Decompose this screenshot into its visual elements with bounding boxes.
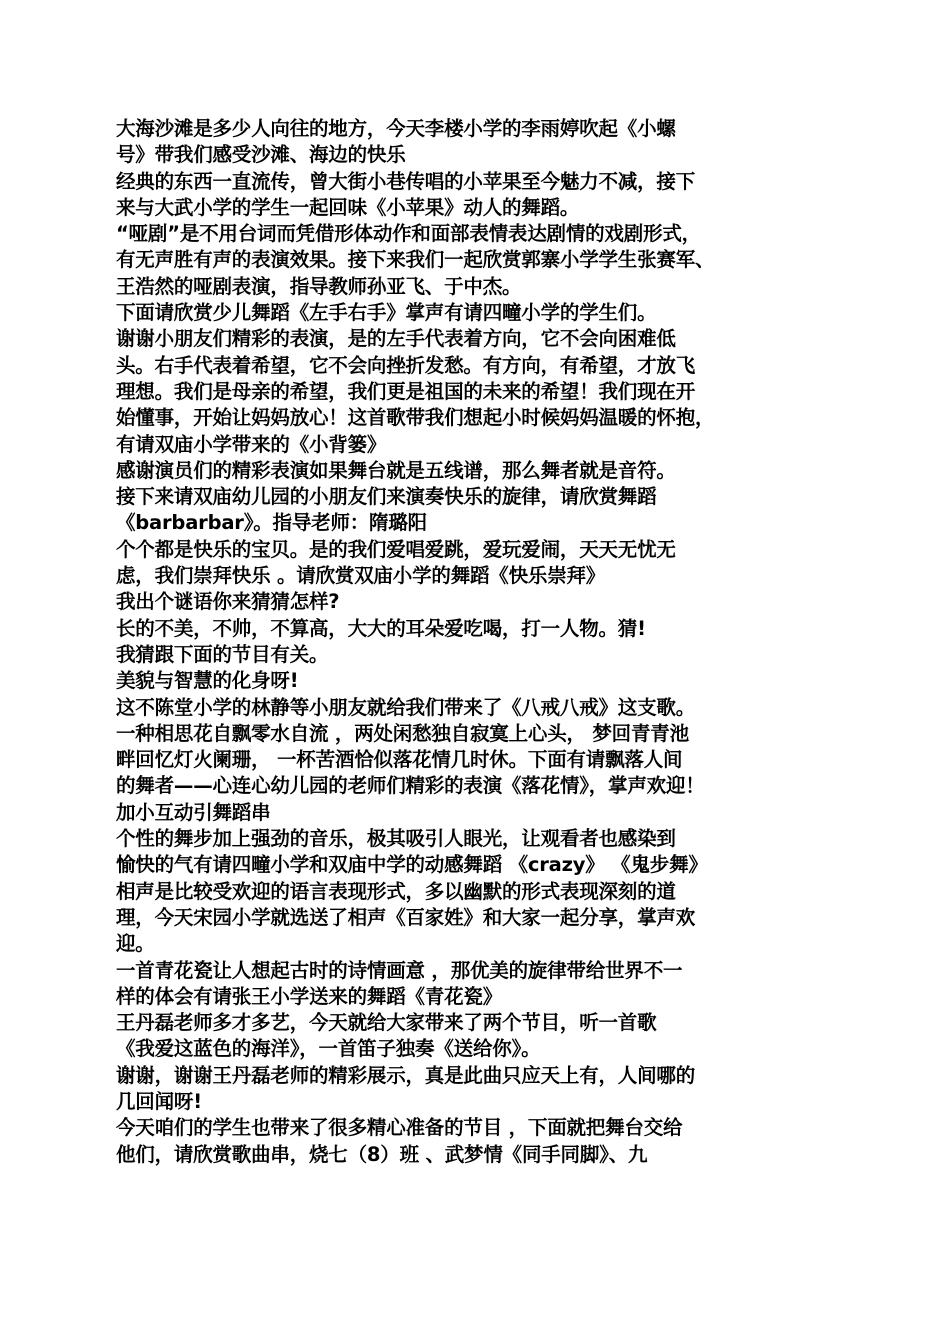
text-line: 个性的舞步加上强劲的音乐，极其吸引人眼光，让观看者也感染到: [116, 827, 676, 851]
text-line: 有请双庙小学带来的《小背篓》: [116, 432, 387, 456]
text-line: 我猜跟下面的节目有关。: [116, 642, 329, 666]
text-line: 号》带我们感受沙滩、海边的快乐: [116, 143, 406, 167]
text-line: 有无声胜有声的表演效果。接下来我们一起欣赏郭寨小学学生张赛军、: [116, 248, 715, 272]
text-line: 相声是比较受欢迎的语言表现形式，多以幽默的形式表现深刻的道: [116, 879, 676, 903]
text-line: 今天咱们的学生也带来了很多精心准备的节目 ，下面就把舞台交给: [116, 1116, 683, 1140]
text-line: 我出个谜语你来猜猜怎样?: [116, 590, 340, 614]
text-line: 加小互动引舞蹈串: [116, 800, 271, 824]
text-line: 的舞者——心连心幼儿园的老师们精彩的表演《落花情》，掌声欢迎！: [116, 774, 705, 798]
text-line: 几回闻呀!: [116, 1089, 202, 1113]
text-line: 《barbarbar》。指导老师：隋璐阳: [116, 511, 427, 535]
text-line: 经典的东西一直流传，曾大街小巷传唱的小苹果至今魅力不减，接下: [116, 169, 696, 193]
text-line: 头。右手代表着希望，它不会向挫折发愁。有方向，有希望，才放飞: [116, 353, 696, 377]
text-line: 样的体会有请张王小学送来的舞蹈《青花瓷》: [116, 984, 503, 1008]
text-line: 接下来请双庙幼儿园的小朋友们来演奏快乐的旋律，请欣赏舞蹈: [116, 485, 657, 509]
text-line: 来与大武小学的学生一起回味《小苹果》动人的舞蹈。: [116, 195, 580, 219]
text-line: 一种相思花自飘零水自流 ，两处闲愁独自寂寞上心头， 梦回青青池: [116, 721, 689, 745]
text-line: 《我爱这蓝色的海洋》，一首笛子独奏《送给你》。: [116, 1037, 541, 1061]
text-line: 谢谢，谢谢王丹磊老师的精彩展示，真是此曲只应天上有，人间哪的: [116, 1063, 696, 1087]
text-line: 个个都是快乐的宝贝。是的我们爱唱爱跳，爱玩爱闹，天天无忧无: [116, 537, 676, 561]
text-line: 一首青花瓷让人想起古时的诗情画意 ，那优美的旋律带给世界不一: [116, 958, 683, 982]
text-line: 长的不美，不帅，不算高，大大的耳朵爱吃喝，打一人物。猜!: [116, 616, 646, 640]
text-line: 畔回忆灯火阑珊， 一杯苦酒恰似落花情几时休。下面有请飘落人间: [116, 748, 683, 772]
text-line: 王丹磊老师多才多艺，今天就给大家带来了两个节目，听一首歌: [116, 1011, 657, 1035]
text-line: 理想。我们是母亲的希望，我们更是祖国的未来的希望！我们现在开: [116, 379, 696, 403]
document-body: [116, 116, 844, 1168]
text-line: 下面请欣赏少儿舞蹈《左手右手》掌声有请四疃小学的学生们。: [116, 301, 657, 325]
text-line: 美貌与智慧的化身呀!: [116, 669, 299, 693]
text-line: 愉快的气有请四疃小学和双庙中学的动感舞蹈 《crazy》 《鬼步舞》: [116, 853, 708, 877]
text-line: 虑，我们崇拜快乐 。请欣赏双庙小学的舞蹈《快乐崇拜》: [116, 564, 606, 588]
text-line: 感谢演员们的精彩表演如果舞台就是五线谱，那么舞者就是音符。: [116, 458, 676, 482]
text-line: 他们，请欣赏歌曲串，烧七（8）班 、武梦情《同手同脚》、九: [116, 1142, 648, 1166]
text-line: 迎。: [116, 932, 155, 956]
text-line: 大海沙滩是多少人向往的地方，今天李楼小学的李雨婷吹起《小螺: [116, 117, 676, 140]
text-line: “哑剧”是不用台词而凭借形体动作和面部表情表达剧情的戏剧形式，: [116, 222, 701, 246]
text-line: 王浩然的哑剧表演，指导教师孙亚飞、于中杰。: [116, 274, 522, 298]
text-line: 谢谢小朋友们精彩的表演，是的左手代表着方向，它不会向困难低: [116, 327, 676, 351]
text-line: 理，今天宋园小学就选送了相声《百家姓》和大家一起分享，掌声欢: [116, 905, 696, 929]
text-line: 始懂事，开始让妈妈放心！这首歌带我们想起小时候妈妈温暖的怀抱，: [116, 406, 715, 430]
text-line: 这不陈堂小学的林静等小朋友就给我们带来了《八戒八戒》这支歌。: [116, 695, 696, 719]
